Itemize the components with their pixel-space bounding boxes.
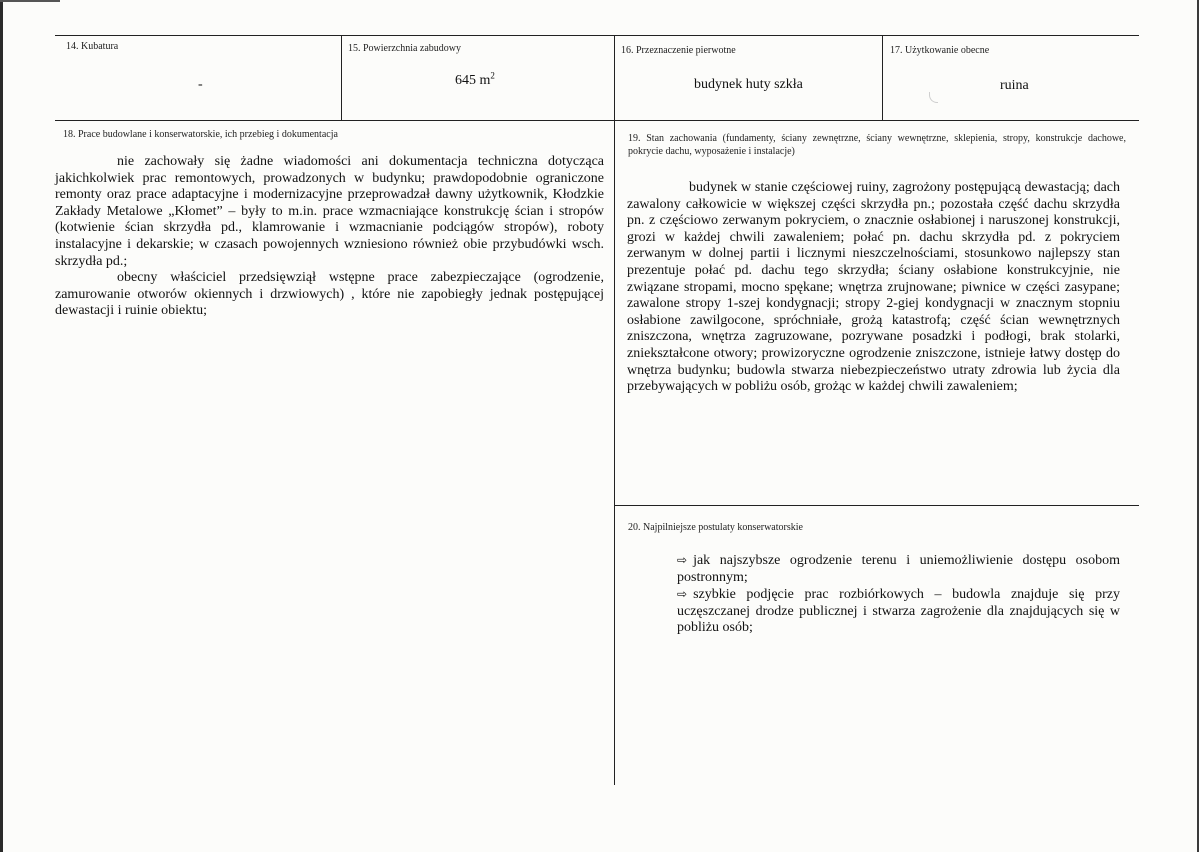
section19-label: 19. Stan zachowania (fundamenty, ściany zewnętrzne, ściany wewnętrzne, sklepienia, stropy, konstrukcje dachowe, pokrycie dachu, wyposażenie i instalacje): [628, 133, 1126, 157]
section18-paragraph-1: nie zachowały się żadne wiadomości ani dokumentacja techniczna dotycząca jakichkolwiek prac remontowych, prowadzonych w budynku; prawdopodobnie ograniczone remonty oraz prace adaptacyjne i modernizacyjne przeprowadzał dawny użytkownik, Kłodzkie Zakłady Metalowe „Kłomet” – były to m.in. prace wzmacniające konstrukcję ścian i stropów (kotwienie ścian skrzydła pd., klamrowanie i wzmacnianie podciągów stropów), roboty instalacyjne i dekarskie; w czasach powojennych wzniesiono również obie przybudówki wsch. skrzydła pd.;: [55, 154, 604, 269]
field14-label: 14. Kubatura: [66, 41, 119, 52]
field16-label: 16. Przeznaczenie pierwotne: [621, 45, 736, 56]
col-divider-16-17: [882, 35, 883, 120]
field15-value: [455, 72, 495, 89]
section18-label: 18. Prace budowlane i konserwatorskie, ich przebieg i dokumentacja: [63, 129, 338, 140]
section20-item-1-text: jak najszybsze ogrodzenie terenu i uniemożliwienie dostępu osobom postronnym;: [677, 553, 1120, 585]
field15-number: 645 m: [455, 73, 491, 88]
scan-smudge: [929, 92, 938, 103]
field15-label: 15. Powierzchnia zabudowy: [348, 43, 462, 54]
col-divider-15-16: [614, 35, 615, 785]
scan-edge-top: [0, 0, 60, 2]
section19-bottom-border: [614, 505, 1139, 506]
row1-bottom-border: [55, 120, 1139, 121]
scan-edge-left: [0, 0, 3, 852]
col-divider-14-15: [341, 35, 342, 120]
field16-value: budynek huty szkła: [694, 77, 803, 92]
field14-value: -: [198, 77, 203, 92]
field15-unit-superscript: 2: [490, 70, 495, 81]
section20-item-1: [627, 552, 1120, 586]
field17-value: ruina: [1000, 78, 1029, 93]
field17-label: 17. Użytkowanie obecne: [890, 45, 990, 56]
top-border: [55, 35, 1139, 36]
arrow-right-outline-icon: ⇨: [677, 587, 688, 602]
section18-paragraph-2: obecny właściciel przedsięwziął wstępne prace zabezpieczające (ogrodzenie, zamurowanie otworów okiennych i drzwiowych) , które nie zapobiegły jednak postępującej dewastacji i ruinie obiektu;: [55, 270, 604, 319]
section19-text: budynek w stanie częściowej ruiny, zagrożony postępującą dewastacją; dach zawalony całkowicie w większej części skrzydła pn.; pozostała część dachu skrzydła pn. z częściowo zerwanym pokryciem, o znacznie osłabionej i naruszonej konstrukcji, grozi w każdej chwili zawaleniem; połać pn. dachu skrzydła pd. z pokryciem zerwanym w dolnej partii i licznymi nieszczelnościami, stosunkowo najlepszy stan prezentuje połać pd. dachu tego skrzydła; ściany osłabione konstrukcyjnie, nie związane stropami, mocno spękane; wnętrza zrujnowane; piwnice w części zasypane; zawalone stropy 1-szej kondygnacji; stropy 2-giej kondygnacji w znacznym stopniu osłabione zawilgocone, spróchniałe, grożą katastrofą; część ścian wewnętrznych zniszczona, wnętrza zagruzowane, pozrywane posadzki i podłogi, brak stolarki, zniekształcone otwory; prowizoryczne ogrodzenie zniszczone, istnieje łatwy dostęp do wnętrza budynku; budowla stwarza niebezpieczeństwo utraty zdrowia lub życia dla przebywających w pobliżu osób, grożąc w każdej chwili zawaleniem;: [627, 180, 1120, 395]
section20-list: [627, 552, 1120, 637]
section20-label: 20. Najpilniejsze postulaty konserwatorskie: [628, 522, 803, 533]
arrow-right-outline-icon: ⇨: [677, 553, 688, 567]
section20-item-2-text: szybkie podjęcie prac rozbiórkowych – budowla znajduje się przy uczęszczanej drodze publicznej i stwarza zagrożenie dla znajdujących się w pobliżu osób;: [677, 587, 1120, 636]
section20-item-2: [627, 586, 1120, 637]
